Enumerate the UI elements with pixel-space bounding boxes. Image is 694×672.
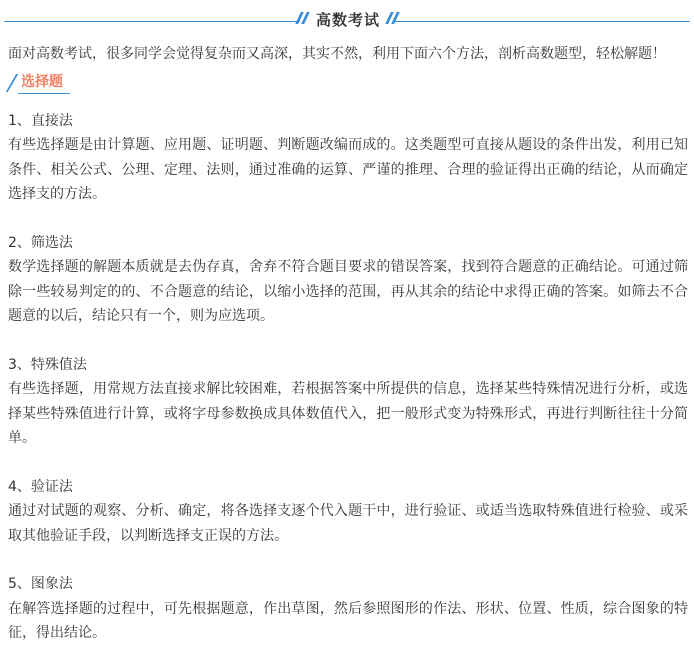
article-body [8, 42, 688, 670]
method-body: 有些选择题是由计算题、应用题、证明题、判断题改编而成的。这类题型可直接从题设的条件出发，利用已知条件、相关公式、公理、定理、法则，通过准确的运算、严谨的推理、合理的验证得出正确的结论，从而确定选择支的方法。 [8, 137, 688, 202]
intro-paragraph: 面对高数考试，很多同学会觉得复杂而又高深，其实不然，利用下面六个方法，剖析高数题型，轻松解题！ [8, 46, 666, 62]
method-body: 数学选择题的解题本质就是去伪存真，舍弃不符合题目要求的错误答案，找到符合题意的正确结论。可通过筛除一些较易判定的的、不合题意的结论，以缩小选择的范围，再从其余的结论中求得正确的答案。如筛去不合题意的以后，结论只有一个，则为应选项。 [8, 259, 688, 324]
header-divider-left [4, 21, 300, 22]
page-title: 高数考试 [315, 11, 380, 29]
method-title: 4、验证法 [8, 478, 73, 495]
method-block [8, 231, 688, 329]
method-block [8, 353, 688, 451]
method-title: 5、图象法 [8, 576, 73, 592]
method-title: 3、特殊值法 [8, 356, 87, 373]
section-tag [8, 73, 688, 101]
tag-underline-decoration [18, 93, 70, 94]
method-block [8, 572, 688, 646]
method-body: 通过对试题的观察、分析、确定，将各选择支逐个代入题干中，进行验证、或适当选取特殊值进行检验、或采取其他验证手段，以判断选择支正误的方法。 [8, 503, 688, 544]
method-title: 1、直接法 [8, 112, 73, 129]
header-divider-right [394, 21, 690, 22]
method-block [8, 475, 688, 549]
method-block [8, 109, 688, 207]
method-body: 有些选择题，用常规方法直接求解比较困难，若根据答案中所提供的信息，选择某些特殊情况进行分析，或选择某些特殊值进行计算，或将字母参数换成具体数值代入，把一般形式变为特殊形式，再进行判断往往十分简单。 [8, 381, 688, 446]
section-heading: 选择题 [21, 73, 63, 90]
tag-slash-decoration [6, 74, 18, 92]
article-header [0, 0, 694, 34]
method-title: 2、筛选法 [8, 234, 73, 251]
method-body: 在解答选择题的过程中，可先根据题意，作出草图，然后参照图形的作法、形状、位置、性质，综合图象的特征，得出结论。 [8, 600, 688, 641]
